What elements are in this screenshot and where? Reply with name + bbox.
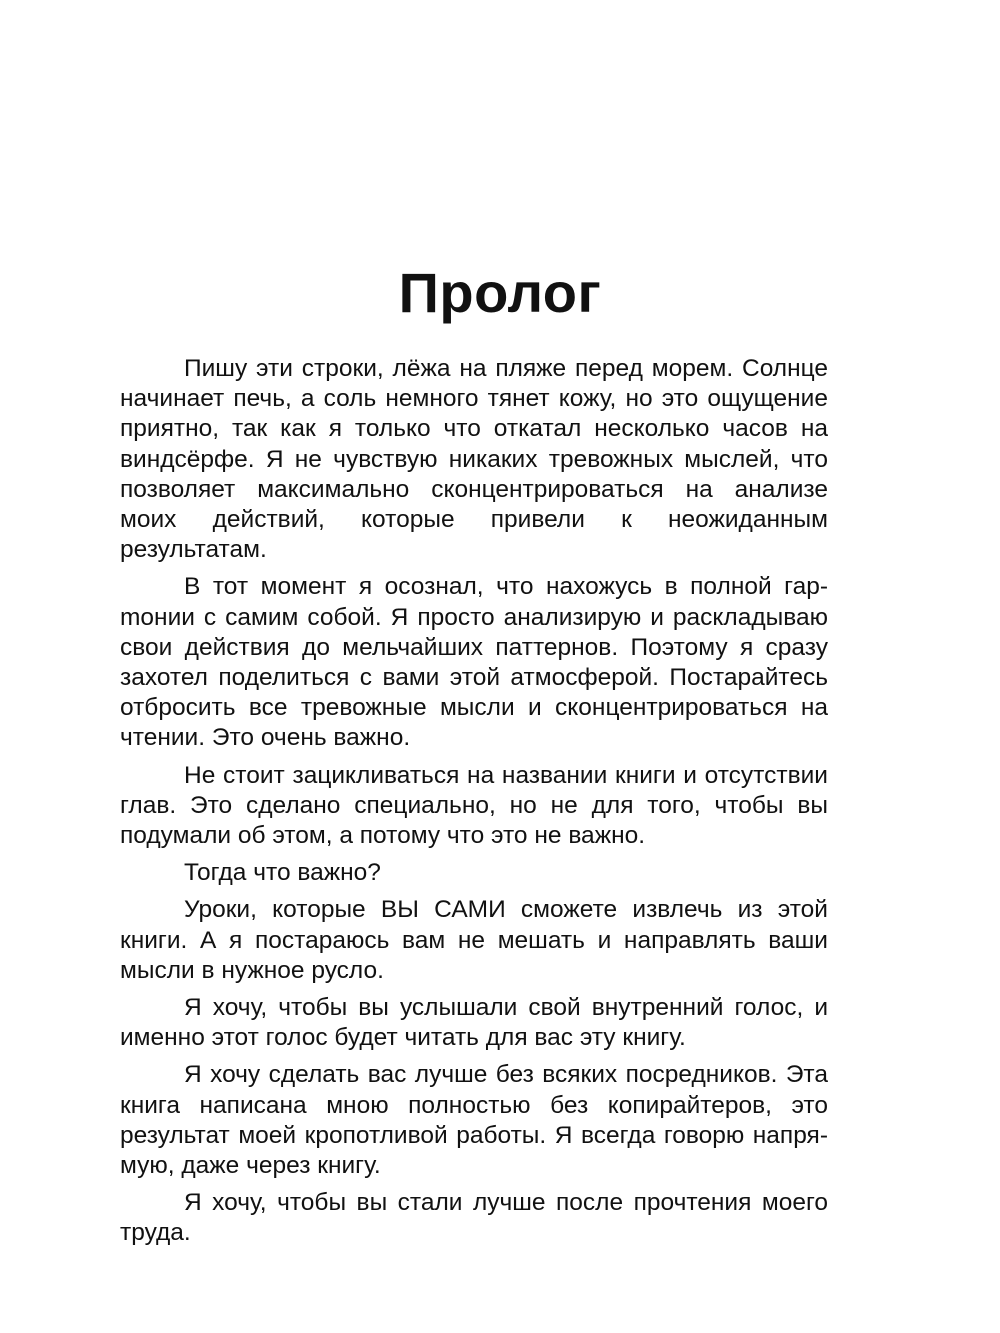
paragraph: Я хочу, чтобы вы услышали свой внутренний голос, и именно этот голос будет читать для вас эту книгу.	[120, 994, 828, 1052]
chapter-title: Пролог	[398, 261, 602, 324]
paragraph: Уроки, которые ВЫ САМИ сможете извлечь из этой книги. А я постараюсь вам не мешать и направлять ваши мысли в нужное русло.	[120, 896, 828, 984]
paragraph: Не стоит зацикливаться на названии книги и отсутствии глав. Это сделано специально, но не для того, чтобы вы подумали об этом, а потому что это не важно.	[120, 761, 828, 850]
paragraph: Я хочу, чтобы вы стали лучше после прочтения моего труда.	[120, 1189, 828, 1247]
paragraph: Тогда что важно?	[184, 859, 381, 887]
chapter-body	[120, 354, 828, 1249]
paragraph: Пишу эти строки, лёжа на пляже перед морем. Солнце начинает печь, а соль немного тянет кожу, но это ощущение приятно, так как я только что откатал несколько часов на виндсёрфе. Я не чувствую никаких тревожных мыслей, что позволяет максимально сконцентрироваться на анализе моих действий, которые привели к неожиданным результатам.	[120, 355, 828, 564]
paragraph: Я хочу сделать вас лучше без всяких посредников. Эта книга написана мною полностью без копирайтеров, это результат моей кропотливой работы. Я всегда говорю напрямую, даже через книгу.	[120, 1061, 828, 1180]
paragraph: В тот момент я осознал, что нахожусь в полной гарmонии с самим собой. Я просто анализирую и раскладываю свои действия до мельчайших паттернов. Поэтому я сразу захотел поделиться с вами этой атмосферой. Постарайтесь отбросить все тревожные мысли и сконцентрироваться на чтении. Это очень важно.	[120, 573, 828, 752]
